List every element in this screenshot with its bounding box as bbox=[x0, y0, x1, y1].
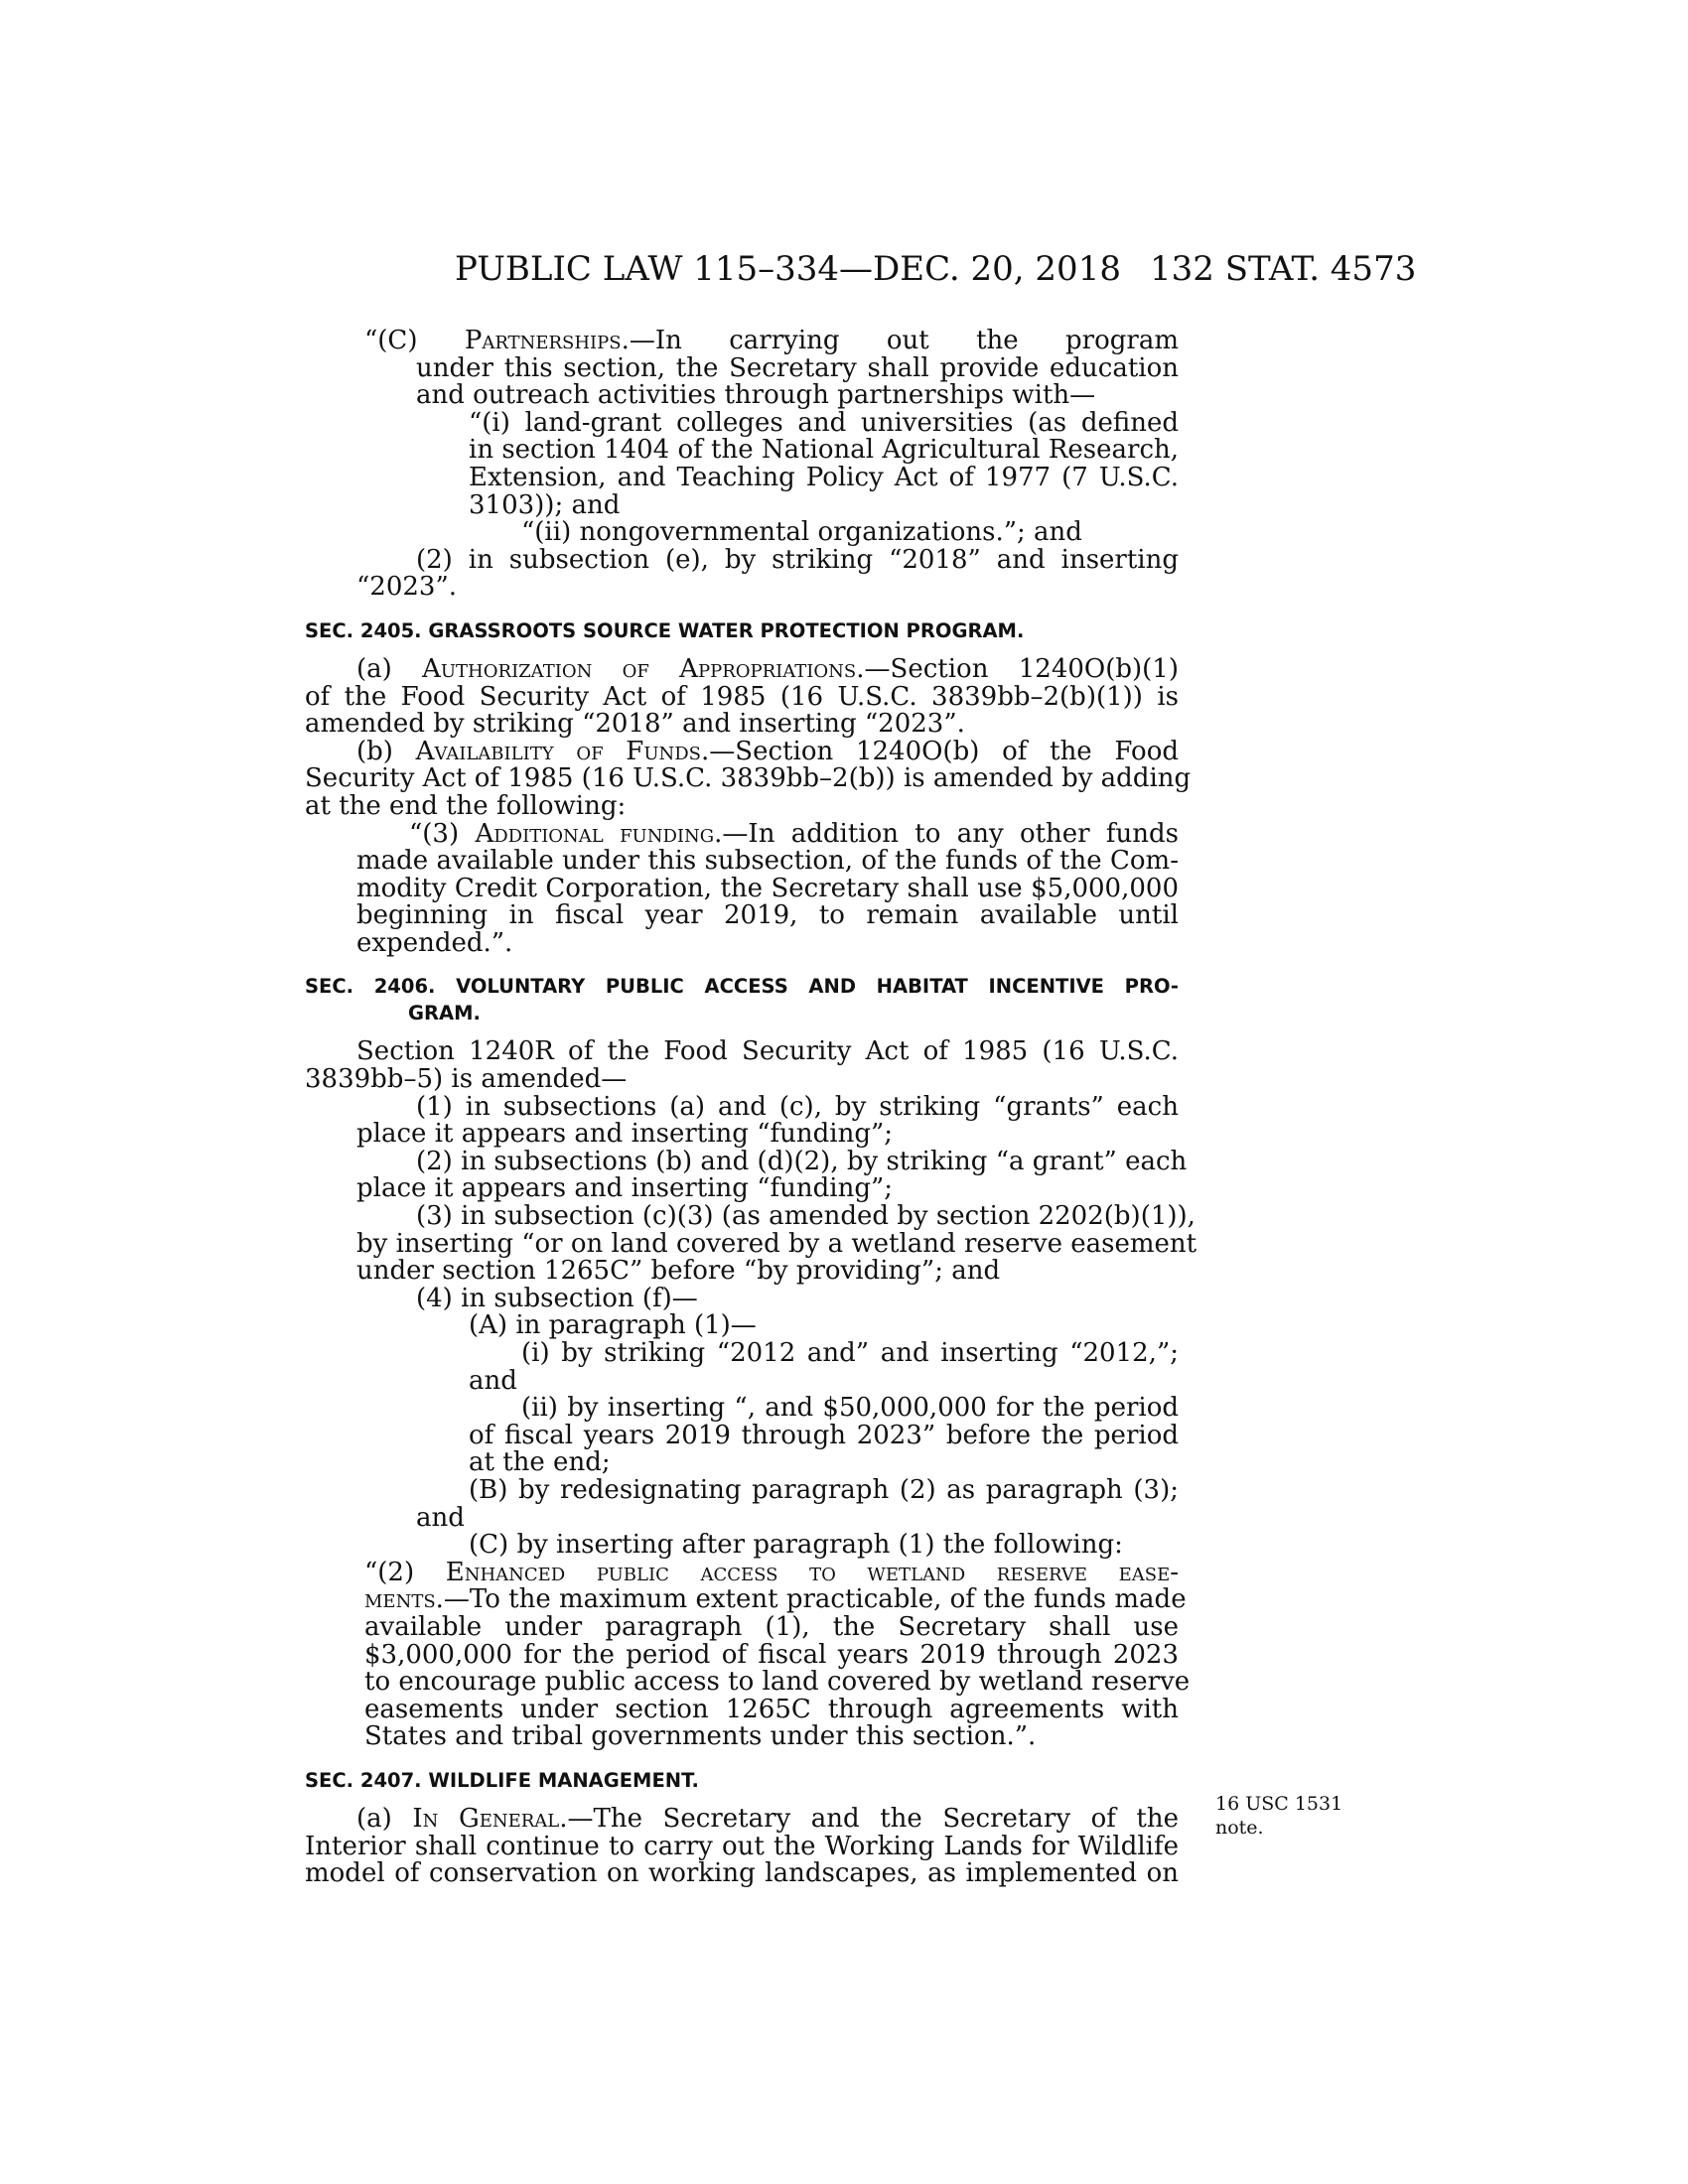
text-line: “(2) Enhanced public access to wetland reserve ease- bbox=[364, 1557, 1179, 1587]
section-heading: GRAM. bbox=[408, 1002, 481, 1025]
text-line: and outreach activities through partnerships with— bbox=[416, 380, 1096, 411]
text-line: ments.—To the maximum extent practicable, of the funds made bbox=[364, 1584, 1187, 1615]
text-line: “(i) land-grant colleges and universities (as defined bbox=[469, 407, 1179, 438]
text-line: of fiscal years 2019 through 2023” before the period bbox=[469, 1420, 1179, 1450]
margin-note: 16 USC 1531 note. bbox=[1215, 1793, 1343, 1839]
text-line: easements under section 1265C through agreements with bbox=[364, 1694, 1179, 1724]
section-heading: SEC. 2405. GRASSROOTS SOURCE WATER PROTECTION PROGRAM. bbox=[305, 618, 1025, 642]
page-header-title: PUBLIC LAW 115–334—DEC. 20, 2018 bbox=[455, 249, 1121, 289]
text-line: Interior shall continue to carry out the Working Lands for Wildlife bbox=[305, 1831, 1179, 1861]
section-heading: SEC. 2407. WILDLIFE MANAGEMENT. bbox=[305, 1768, 699, 1792]
text-line: States and tribal governments under this section.”. bbox=[364, 1721, 1037, 1752]
text-line: (a) Authorization of Appropriations.—Section 1240O(b)(1) bbox=[356, 653, 1179, 684]
document-body bbox=[305, 326, 1197, 1889]
text-line: available under paragraph (1), the Secretary shall use bbox=[364, 1611, 1179, 1642]
text-line: (b) Availability of Funds.—Section 1240O(b) of the Food bbox=[356, 736, 1179, 766]
text-line: (C) by inserting after paragraph (1) the following: bbox=[469, 1530, 1123, 1561]
text-line: beginning in fiscal year 2019, to remain available until bbox=[356, 900, 1179, 931]
text-line: by inserting “or on land covered by a wetland reserve easement bbox=[356, 1228, 1197, 1259]
text-line: and bbox=[469, 1365, 517, 1396]
text-line: “(ii) nongovernmental organizations.”; and bbox=[521, 517, 1082, 548]
text-line: (B) by redesignating paragraph (2) as paragraph (3); bbox=[469, 1474, 1179, 1505]
text-line: made available under this subsection, of the funds of the Com- bbox=[356, 846, 1179, 877]
text-line: amended by striking “2018” and inserting “2023”. bbox=[305, 709, 965, 740]
text-line: expended.”. bbox=[356, 927, 513, 958]
text-line: under this section, the Secretary shall provide education bbox=[416, 352, 1179, 383]
text-line: “(3) Additional funding.—In addition to any other funds bbox=[409, 818, 1180, 849]
text-line: (2) in subsection (e), by striking “2018” and inserting bbox=[416, 544, 1179, 575]
text-line: under section 1265C” before “by providing”; and bbox=[356, 1256, 1001, 1287]
text-line: place it appears and inserting “funding”; bbox=[356, 1119, 894, 1150]
text-line: model of conservation on working landscapes, as implemented on bbox=[305, 1858, 1179, 1889]
text-line: (4) in subsection (f)— bbox=[416, 1283, 698, 1313]
text-line: $3,000,000 for the period of fiscal years 2019 through 2023 bbox=[364, 1639, 1179, 1670]
text-line: (1) in subsections (a) and (c), by striking “grants” each bbox=[416, 1091, 1179, 1122]
text-line: Security Act of 1985 (16 U.S.C. 3839bb–2(b)) is amended by adding bbox=[305, 763, 1192, 794]
text-line: (i) by striking “2012 and” and inserting “2012,”; bbox=[521, 1338, 1179, 1368]
text-line: Extension, and Teaching Policy Act of 1977 (7 U.S.C. bbox=[469, 462, 1179, 492]
text-line: (3) in subsection (c)(3) (as amended by section 2202(b)(1)), bbox=[416, 1201, 1196, 1232]
text-line: and bbox=[416, 1502, 465, 1533]
text-line: in section 1404 of the National Agricultural Research, bbox=[469, 435, 1180, 466]
text-line: 3839bb–5) is amended— bbox=[305, 1064, 628, 1095]
text-line: (2) in subsections (b) and (d)(2), by striking “a grant” each bbox=[416, 1146, 1188, 1176]
text-line: (a) In General.—The Secretary and the Secretary of the bbox=[356, 1803, 1179, 1834]
page-header-stat: 132 STAT. 4573 bbox=[1150, 249, 1417, 289]
text-line: at the end the following: bbox=[305, 790, 627, 821]
text-line: of the Food Security Act of 1985 (16 U.S.C. 3839bb–2(b)(1)) is bbox=[305, 681, 1179, 712]
text-line: modity Credit Corporation, the Secretary shall use $5,000,000 bbox=[356, 873, 1179, 903]
text-line: Section 1240R of the Food Security Act of 1985 (16 U.S.C. bbox=[356, 1036, 1179, 1067]
text-line: 3103)); and bbox=[469, 489, 621, 520]
text-line: “(C) Partnerships.—In carrying out the program bbox=[364, 326, 1179, 355]
section-heading: SEC. 2406. VOLUNTARY PUBLIC ACCESS AND HABITAT INCENTIVE PRO- bbox=[305, 975, 1179, 999]
text-line: to encourage public access to land covered by wetland reserve bbox=[364, 1667, 1191, 1698]
text-line: (ii) by inserting “, and $50,000,000 for the period bbox=[521, 1393, 1179, 1424]
text-line: (A) in paragraph (1)— bbox=[469, 1310, 757, 1341]
text-line: at the end; bbox=[469, 1447, 611, 1478]
text-line: “2023”. bbox=[356, 572, 458, 603]
text-line: place it appears and inserting “funding”; bbox=[356, 1173, 894, 1204]
